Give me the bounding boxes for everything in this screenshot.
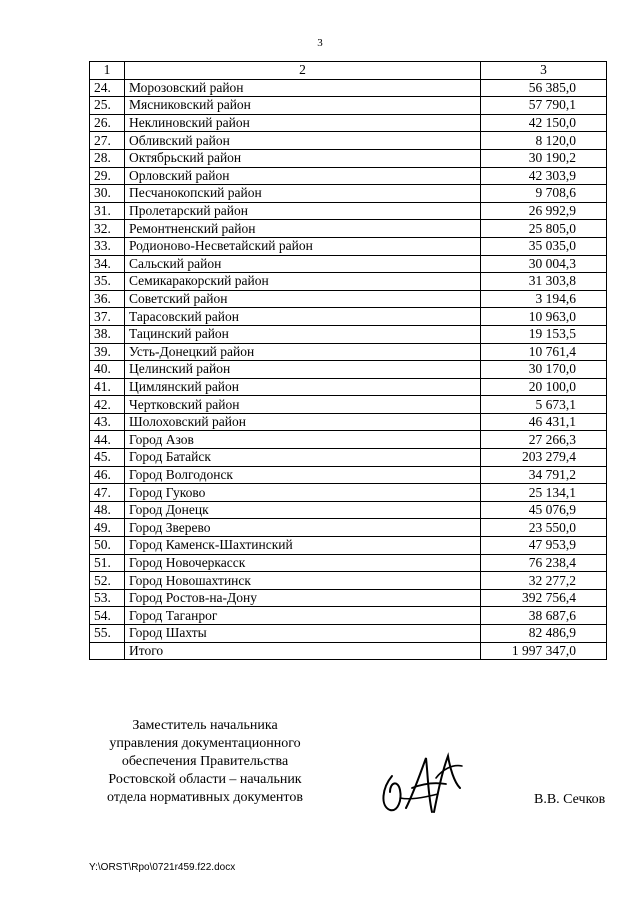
- row-number: 33.: [90, 237, 125, 255]
- row-name: Город Азов: [125, 431, 481, 449]
- row-value: 56 385,0: [481, 79, 607, 97]
- table-row: [90, 167, 607, 185]
- row-value: 1 997 347,0: [481, 642, 607, 660]
- row-number: 32.: [90, 220, 125, 238]
- table-row: [90, 202, 607, 220]
- row-number: 31.: [90, 202, 125, 220]
- row-number: 28.: [90, 149, 125, 167]
- table-row: [90, 361, 607, 379]
- row-number: [90, 642, 125, 660]
- row-value: 30 170,0: [481, 361, 607, 379]
- row-name: Город Зверево: [125, 519, 481, 537]
- row-number: 54.: [90, 607, 125, 625]
- row-number: 46.: [90, 466, 125, 484]
- row-value: 76 238,4: [481, 554, 607, 572]
- table-row: [90, 97, 607, 115]
- row-value: 203 279,4: [481, 449, 607, 467]
- row-number: 50.: [90, 537, 125, 555]
- signature-title-line: Ростовской области – начальник: [108, 772, 302, 787]
- row-value: 31 303,8: [481, 273, 607, 291]
- row-value: 27 266,3: [481, 431, 607, 449]
- row-name: Город Шахты: [125, 625, 481, 643]
- row-number: 35.: [90, 273, 125, 291]
- row-number: 44.: [90, 431, 125, 449]
- row-name: Цимлянский район: [125, 378, 481, 396]
- table-row: [90, 396, 607, 414]
- table-row: [90, 255, 607, 273]
- table-row: [90, 132, 607, 150]
- row-number: 34.: [90, 255, 125, 273]
- row-name: Целинский район: [125, 361, 481, 379]
- table-row: [90, 308, 607, 326]
- row-name: Родионово-Несветайский район: [125, 237, 481, 255]
- row-name: Чертковский район: [125, 396, 481, 414]
- row-value: 26 992,9: [481, 202, 607, 220]
- row-number: 27.: [90, 132, 125, 150]
- header-col-2: 2: [125, 62, 481, 80]
- row-number: 41.: [90, 378, 125, 396]
- allocation-table: [89, 61, 607, 660]
- row-name: Тарасовский район: [125, 308, 481, 326]
- table-row: [90, 237, 607, 255]
- row-value: 47 953,9: [481, 537, 607, 555]
- row-value: 20 100,0: [481, 378, 607, 396]
- row-value: 46 431,1: [481, 413, 607, 431]
- row-number: 24.: [90, 79, 125, 97]
- signature-title-line: обеспечения Правительства: [121, 754, 289, 769]
- total-row: [90, 642, 607, 660]
- row-number: 47.: [90, 484, 125, 502]
- table-row: [90, 537, 607, 555]
- row-value: 8 120,0: [481, 132, 607, 150]
- handwritten-signature: [376, 748, 466, 823]
- table-row: [90, 378, 607, 396]
- table-row: [90, 501, 607, 519]
- table-row: [90, 79, 607, 97]
- row-value: 42 303,9: [481, 167, 607, 185]
- row-value: 10 963,0: [481, 308, 607, 326]
- table-row: [90, 607, 607, 625]
- row-number: 36.: [90, 290, 125, 308]
- table-row: [90, 290, 607, 308]
- table-row: [90, 466, 607, 484]
- row-name: Октябрьский район: [125, 149, 481, 167]
- row-value: 3 194,6: [481, 290, 607, 308]
- table-row: [90, 413, 607, 431]
- row-number: 39.: [90, 343, 125, 361]
- table-row: [90, 625, 607, 643]
- row-name: Неклиновский район: [125, 114, 481, 132]
- row-name: Мясниковский район: [125, 97, 481, 115]
- row-name: Обливский район: [125, 132, 481, 150]
- row-name: Песчанокопский район: [125, 185, 481, 203]
- row-name: Усть-Донецкий район: [125, 343, 481, 361]
- row-name: Город Донецк: [125, 501, 481, 519]
- row-name: Город Волгодонск: [125, 466, 481, 484]
- row-name: Семикаракорский район: [125, 273, 481, 291]
- row-value: 392 756,4: [481, 589, 607, 607]
- row-value: 38 687,6: [481, 607, 607, 625]
- table-row: [90, 273, 607, 291]
- row-name: Город Новочеркасск: [125, 554, 481, 572]
- row-name: Советский район: [125, 290, 481, 308]
- row-name: Город Таганрог: [125, 607, 481, 625]
- row-name: Ремонтненский район: [125, 220, 481, 238]
- row-number: 51.: [90, 554, 125, 572]
- table-row: [90, 220, 607, 238]
- table-row: [90, 343, 607, 361]
- row-number: 42.: [90, 396, 125, 414]
- row-value: 5 673,1: [481, 396, 607, 414]
- table-header-row: [90, 62, 607, 80]
- row-number: 30.: [90, 185, 125, 203]
- row-value: 82 486,9: [481, 625, 607, 643]
- row-number: 53.: [90, 589, 125, 607]
- signer-name: В.В. Сечков: [534, 792, 606, 807]
- row-name: Город Ростов-на-Дону: [125, 589, 481, 607]
- row-name: Город Каменск-Шахтинский: [125, 537, 481, 555]
- row-value: 10 761,4: [481, 343, 607, 361]
- row-number: 29.: [90, 167, 125, 185]
- row-name: Город Батайск: [125, 449, 481, 467]
- row-name: Город Гуково: [125, 484, 481, 502]
- row-name: Город Новошахтинск: [125, 572, 481, 590]
- table-row: [90, 484, 607, 502]
- header-col-1: 1: [90, 62, 125, 80]
- table-row: [90, 185, 607, 203]
- header-col-3: 3: [481, 62, 607, 80]
- row-value: 25 134,1: [481, 484, 607, 502]
- row-name: Шолоховский район: [125, 413, 481, 431]
- row-value: 35 035,0: [481, 237, 607, 255]
- row-value: 19 153,5: [481, 325, 607, 343]
- signature-title-line: управления документационного: [109, 736, 301, 751]
- table-row: [90, 589, 607, 607]
- row-name: Пролетарский район: [125, 202, 481, 220]
- row-number: 40.: [90, 361, 125, 379]
- row-number: 52.: [90, 572, 125, 590]
- table-row: [90, 554, 607, 572]
- row-number: 37.: [90, 308, 125, 326]
- table-row: [90, 519, 607, 537]
- signature-title-line: Заместитель начальника: [132, 718, 278, 733]
- signature-title: [80, 717, 330, 807]
- row-name: Тацинский район: [125, 325, 481, 343]
- table-row: [90, 449, 607, 467]
- table-row: [90, 572, 607, 590]
- row-number: 45.: [90, 449, 125, 467]
- row-value: 25 805,0: [481, 220, 607, 238]
- row-value: 57 790,1: [481, 97, 607, 115]
- signature-title-line: отдела нормативных документов: [107, 790, 303, 805]
- row-name: Сальский район: [125, 255, 481, 273]
- row-number: 38.: [90, 325, 125, 343]
- table-row: [90, 431, 607, 449]
- table-row: [90, 114, 607, 132]
- row-value: 42 150,0: [481, 114, 607, 132]
- row-number: 26.: [90, 114, 125, 132]
- row-number: 49.: [90, 519, 125, 537]
- row-value: 30 004,3: [481, 255, 607, 273]
- row-number: 43.: [90, 413, 125, 431]
- row-number: 55.: [90, 625, 125, 643]
- row-value: 34 791,2: [481, 466, 607, 484]
- file-path-footer: Y:\ORST\Rpo\0721r459.f22.docx: [89, 862, 236, 873]
- row-name: Орловский район: [125, 167, 481, 185]
- row-number: 25.: [90, 97, 125, 115]
- row-name: Морозовский район: [125, 79, 481, 97]
- row-value: 32 277,2: [481, 572, 607, 590]
- row-value: 23 550,0: [481, 519, 607, 537]
- table-row: [90, 149, 607, 167]
- row-value: 9 708,6: [481, 185, 607, 203]
- page-number: 3: [317, 37, 323, 49]
- table-row: [90, 325, 607, 343]
- row-name: Итого: [125, 642, 481, 660]
- row-number: 48.: [90, 501, 125, 519]
- row-value: 45 076,9: [481, 501, 607, 519]
- row-value: 30 190,2: [481, 149, 607, 167]
